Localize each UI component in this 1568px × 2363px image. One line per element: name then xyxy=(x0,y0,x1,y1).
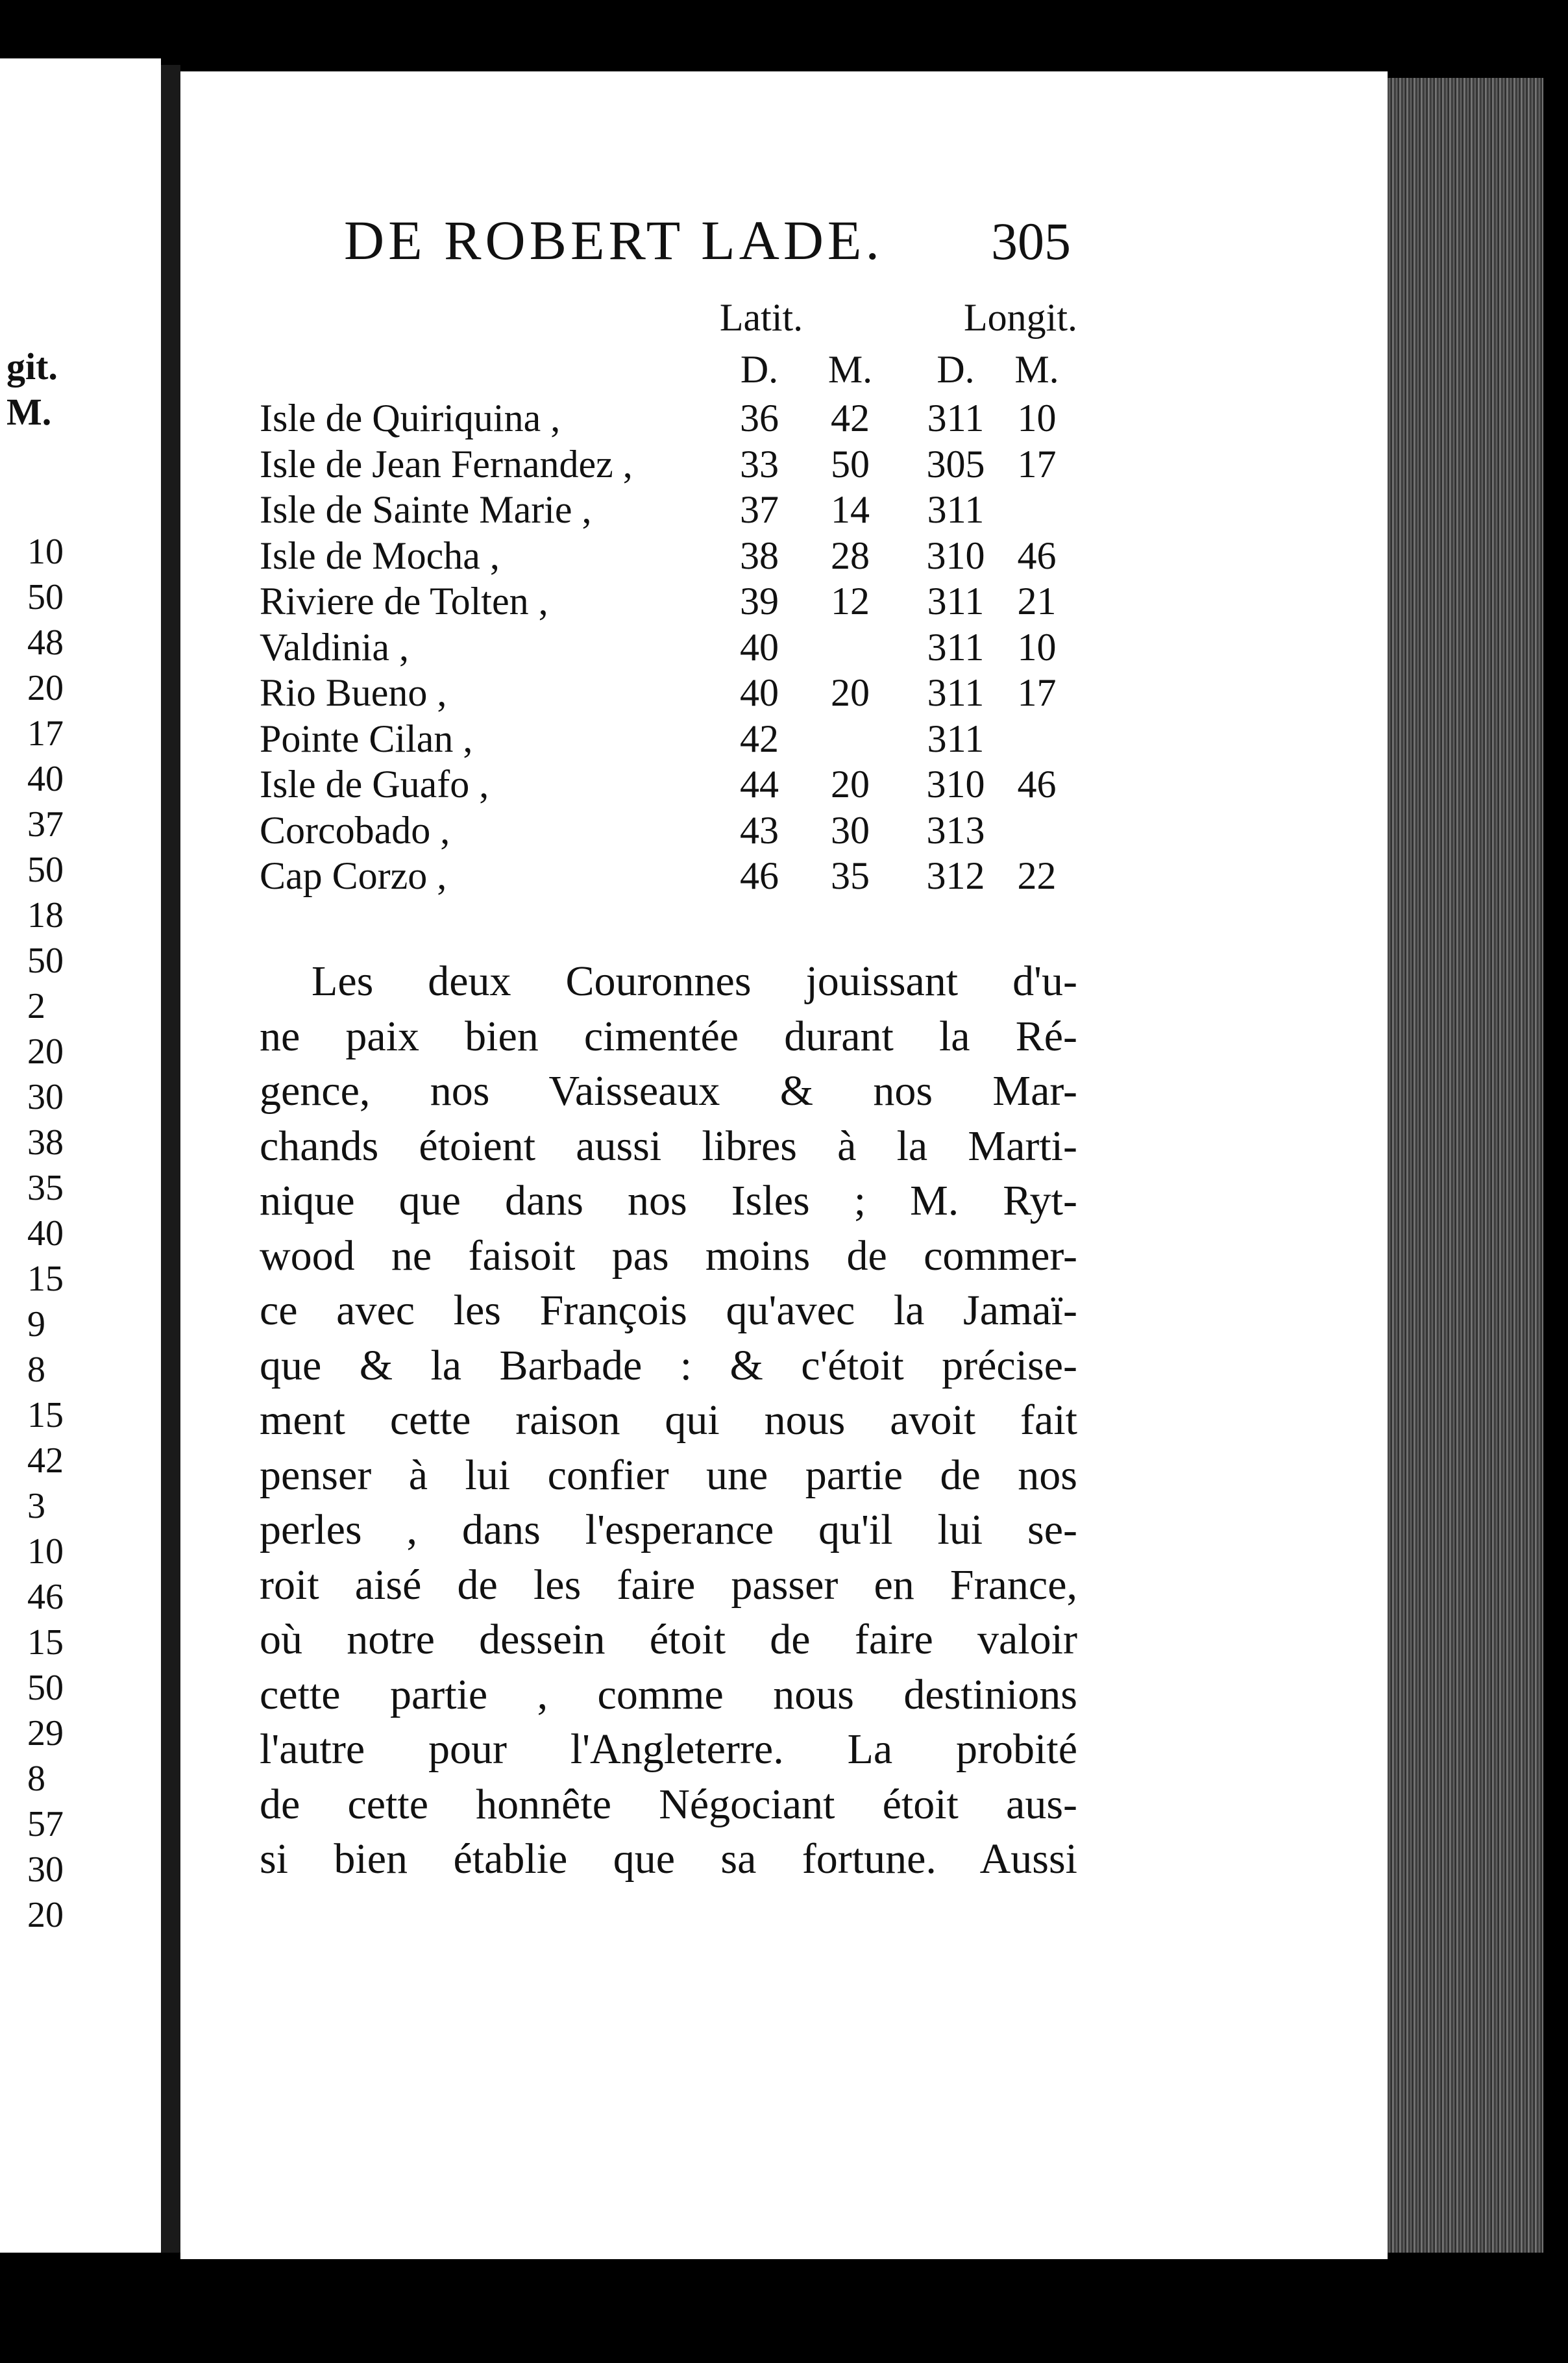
long-minutes xyxy=(996,717,1077,761)
long-degrees: 311 xyxy=(927,717,985,760)
text-line: de cette honnête Négociant étoit aus- xyxy=(260,1780,1077,1828)
place-name: Riviere de Tolten , xyxy=(260,580,548,623)
place-name: Valdinia , xyxy=(260,625,409,669)
page-edges xyxy=(1388,78,1543,2253)
lat-degrees: 44 xyxy=(740,763,779,806)
table-row xyxy=(260,717,1077,763)
margin-number: 9 xyxy=(27,1304,45,1344)
margin-number: 17 xyxy=(27,713,64,754)
lat-degrees: 43 xyxy=(740,808,779,852)
text-line: que & la Barbade : & c'étoit précise- xyxy=(260,1341,1077,1389)
table-row xyxy=(260,625,1077,671)
margin-number: 29 xyxy=(27,1713,64,1753)
long-degrees: 311 xyxy=(927,580,985,623)
long-degrees: 311 xyxy=(927,397,985,439)
margin-number: 15 xyxy=(27,1622,64,1663)
lat-degrees: 38 xyxy=(740,534,779,577)
lat-minutes: 28 xyxy=(831,534,870,577)
body-paragraph xyxy=(260,954,1077,1887)
margin-number: 18 xyxy=(27,895,64,935)
long-minutes: 46 xyxy=(1017,534,1057,577)
lat-minute-header: M. xyxy=(827,348,873,391)
longitude-header: Longit. xyxy=(964,296,1077,339)
place-name: Pointe Cilan , xyxy=(260,717,473,760)
lat-degrees: 36 xyxy=(740,397,779,439)
table-row xyxy=(260,396,1077,442)
margin-number: 40 xyxy=(27,1213,64,1254)
long-degrees: 313 xyxy=(926,808,985,852)
lat-degrees: 42 xyxy=(740,717,779,760)
text-line: Les deux Couronnes jouissant d'u- xyxy=(312,958,1077,1005)
lat-degrees: 46 xyxy=(740,854,779,897)
table-subheader-row xyxy=(260,347,1077,396)
margin-number: 35 xyxy=(27,1168,64,1208)
margin-number: 15 xyxy=(27,1259,64,1299)
coordinates-table xyxy=(260,295,1077,900)
running-head xyxy=(344,208,1071,273)
table-row xyxy=(260,762,1077,808)
table-row xyxy=(260,854,1077,900)
margin-number: 30 xyxy=(27,1077,64,1117)
lat-minutes: 42 xyxy=(831,397,870,439)
text-line: wood ne faisoit pas moins de commer- xyxy=(260,1231,1077,1280)
margin-number: 20 xyxy=(27,1032,64,1072)
place-name: Corcobado , xyxy=(260,808,450,852)
text-line: cette partie , comme nous destinions xyxy=(260,1670,1077,1718)
text-line: gence, nos Vaisseaux & nos Mar- xyxy=(260,1067,1077,1115)
long-minutes xyxy=(996,808,1077,853)
left-margin-header xyxy=(0,344,58,435)
margin-number: 2 xyxy=(27,986,45,1026)
lat-minutes: 35 xyxy=(831,854,870,897)
lat-minutes xyxy=(805,717,896,761)
margin-number: 20 xyxy=(27,1895,64,1935)
place-name: Isle de Guafo , xyxy=(260,763,489,806)
margin-number: 30 xyxy=(27,1850,64,1890)
lat-minutes: 12 xyxy=(831,580,870,623)
long-minutes: 46 xyxy=(1017,763,1057,806)
margin-number: 8 xyxy=(27,1759,45,1799)
margin-number: 15 xyxy=(27,1395,64,1435)
text-line: ment cette raison qui nous avoit fait xyxy=(260,1396,1077,1444)
text-line: chands étoient aussi libres à la Marti- xyxy=(260,1122,1077,1170)
text-line: ne paix bien cimentée durant la Ré- xyxy=(260,1012,1077,1060)
table-row xyxy=(260,671,1077,717)
lat-minutes: 14 xyxy=(831,488,870,531)
margin-number: 40 xyxy=(27,759,64,799)
long-degrees: 310 xyxy=(926,763,985,806)
page-number: 305 xyxy=(991,212,1071,271)
text-line: ce avec les François qu'avec la Jamaï- xyxy=(260,1287,1077,1334)
margin-number: 50 xyxy=(27,850,64,890)
left-margin-header-line: M. xyxy=(6,391,52,433)
table-header-row xyxy=(260,295,1077,347)
margin-number: 57 xyxy=(27,1804,64,1844)
margin-number: 38 xyxy=(27,1122,64,1163)
margin-number: 46 xyxy=(27,1577,64,1617)
text-line: si bien établie que sa fortune. Aussi xyxy=(260,1835,1077,1883)
long-minutes: 21 xyxy=(1017,580,1057,623)
long-minutes: 17 xyxy=(1017,671,1057,714)
latitude-header: Latit. xyxy=(719,296,803,339)
margin-number: 20 xyxy=(27,668,64,708)
place-name: Isle de Sainte Marie , xyxy=(260,488,592,531)
long-degree-header: D. xyxy=(937,348,975,391)
text-line: penser à lui confier une partie de nos xyxy=(260,1451,1077,1499)
long-degrees: 311 xyxy=(927,625,985,669)
long-minutes xyxy=(996,488,1077,532)
lat-degrees: 40 xyxy=(740,625,779,669)
margin-number: 48 xyxy=(27,623,64,663)
book-gutter xyxy=(161,65,180,2253)
place-name: Isle de Jean Fernandez , xyxy=(260,442,633,486)
margin-number: 8 xyxy=(27,1350,45,1390)
text-line: roit aisé de les faire passer en France, xyxy=(260,1561,1077,1609)
margin-number: 3 xyxy=(27,1486,45,1526)
place-name: Cap Corzo , xyxy=(260,854,447,897)
long-degrees: 311 xyxy=(927,488,985,531)
lat-degrees: 39 xyxy=(740,580,779,623)
long-minutes: 10 xyxy=(1017,397,1057,439)
long-degrees: 305 xyxy=(926,442,985,486)
place-name: Isle de Quiriquina , xyxy=(260,397,561,439)
text-line: nique que dans nos Isles ; M. Ryt- xyxy=(260,1177,1077,1224)
place-name: Rio Bueno , xyxy=(260,671,447,714)
lat-degrees: 37 xyxy=(740,488,779,531)
long-minutes: 22 xyxy=(1017,854,1057,897)
left-margin-header-line: git. xyxy=(6,345,58,388)
text-line: l'autre pour l'Angleterre. La probité xyxy=(260,1726,1077,1773)
margin-number: 50 xyxy=(27,577,64,617)
running-title: DE ROBERT LADE. xyxy=(344,209,883,271)
table-row xyxy=(260,442,1077,488)
table-row xyxy=(260,808,1077,854)
text-line: perles , dans l'esperance qu'il lui se- xyxy=(260,1506,1077,1553)
lat-minutes: 20 xyxy=(831,671,870,714)
table-row xyxy=(260,579,1077,625)
long-minutes: 17 xyxy=(1017,442,1057,486)
margin-number: 42 xyxy=(27,1441,64,1481)
lat-minutes: 20 xyxy=(831,763,870,806)
left-page-fragment xyxy=(0,58,161,2253)
margin-number: 10 xyxy=(27,1531,64,1572)
table-body xyxy=(260,396,1077,900)
margin-number: 50 xyxy=(27,1668,64,1708)
margin-number: 37 xyxy=(27,804,64,845)
text-line: où notre dessein étoit de faire valoir xyxy=(260,1616,1077,1663)
margin-number: 10 xyxy=(27,532,64,572)
table-row xyxy=(260,488,1077,534)
lat-minutes: 50 xyxy=(831,442,870,486)
lat-degrees: 33 xyxy=(740,442,779,486)
lat-minutes xyxy=(805,625,896,670)
left-margin-numbers xyxy=(0,529,161,1938)
lat-minutes: 30 xyxy=(831,808,870,852)
lat-degree-header: D. xyxy=(740,348,779,391)
long-degrees: 312 xyxy=(926,854,985,897)
long-minutes: 10 xyxy=(1017,625,1057,669)
table-row xyxy=(260,534,1077,580)
place-name: Isle de Mocha , xyxy=(260,534,500,577)
long-degrees: 311 xyxy=(927,671,985,714)
margin-number: 50 xyxy=(27,941,64,981)
lat-degrees: 40 xyxy=(740,671,779,714)
long-minute-header: M. xyxy=(1014,348,1059,391)
long-degrees: 310 xyxy=(926,534,985,577)
